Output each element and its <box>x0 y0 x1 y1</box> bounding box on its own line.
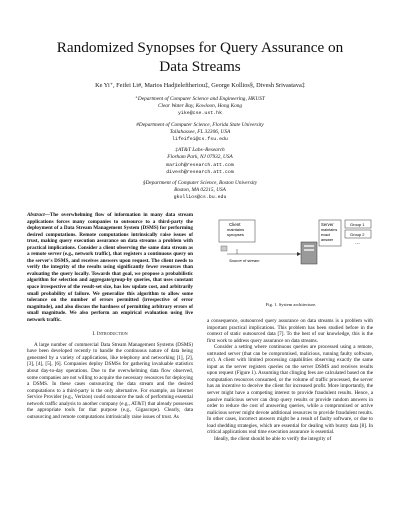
affiliation-address: Clear Water Bay, Kowloon, Hong Kong <box>157 103 243 110</box>
client-sub1: maintains <box>227 227 245 232</box>
system-architecture-figure <box>207 216 375 308</box>
figure-caption: Fig. 1. System architecture. <box>265 302 317 307</box>
affiliation-email: gkollios@cs.bu.edu <box>173 195 227 201</box>
affiliation-label: ‡AT&T Labs–Research <box>175 147 225 154</box>
right-paragraph-3: Ideally, the client should be able to verify the integrity of <box>214 435 332 442</box>
server-label: Server <box>321 222 334 227</box>
affiliation-fsu <box>80 122 320 144</box>
affiliation-hkust <box>80 96 320 118</box>
server-sub1: maintains <box>321 228 338 232</box>
affiliation-label: §Department of Computer Science, Boston University <box>142 180 258 187</box>
right-column <box>207 318 373 442</box>
group-1-label: Group 1 <box>350 222 365 227</box>
left-column <box>27 212 193 420</box>
affiliation-email: marioh@research.att.com <box>166 162 234 168</box>
affiliation-att <box>80 147 320 176</box>
client-label: Client <box>229 222 241 227</box>
affiliation-bu <box>80 180 320 202</box>
affiliation-label: ⁺Department of Computer Science and Engineering, HKUST <box>135 96 265 102</box>
affiliation-address: Tallahassee, FL 32306, USA <box>169 128 231 135</box>
stream-arrow-icon <box>297 252 301 256</box>
client-sub2: synopses <box>227 232 244 237</box>
right-paragraph-1: a consequence, outsourced query assurance on data streams is a problem with important practical implications. This problem has been studied before in the context of static outsourced data [7]. To the best of our knowledge, this is the first work to address query assurance on data streams. <box>207 318 373 344</box>
affiliation-label: #Department of Computer Science, Florida State University <box>136 121 264 128</box>
title-line-1: Randomized Synopses for Query Assurance on <box>56 39 344 56</box>
title-line-2: Data Streams <box>159 58 241 75</box>
server-sub2: exact <box>321 233 331 237</box>
author-list: Ke Yi⁺, Feifei Li#, Marios Hadjieleftheriou‡, George Kollios§, Divesh Srivastava‡ <box>95 82 305 89</box>
client-computer-icon <box>221 246 227 251</box>
affiliation-address: Boston, MA 02215, USA <box>174 187 226 194</box>
intro-paragraph: A large number of commercial Data Stream Management Systems (DSMS) have been developed recently to handle the continuous nature of data being generated by a variety of applications, like telephony and networking [1], [2], [3], [4], [5], [6]. Companies deploy DSMSs for gathering invaluable statistics about day-to-day operations. Due to the overwhelming data flow observed, some companies are not willing to acquire the necessary resources for deploying a DSMS. In these cases outsourcing the data stream and the desired computations to a third-party is the only alternative. For example, an Internet Service Provider (e.g., Verizon) could outsource the task of performing essential network traffic analysis to another company (e.g., AT&T) that already possesses the appropriate tools for that purpose (e.g., Gigascope). Clearly, data outsourcing and remote computations intrinsically raise issues of trust. As <box>27 341 193 420</box>
affiliation-address: Florham Park, NJ 07932, USA <box>167 154 233 161</box>
affiliation-email-2: divesh@research.att.com <box>166 169 234 175</box>
right-paragraph-2: Consider a setting where continuous queries are processed using a remote, untrusted server (that can be compromised, malicious, running faulty software, etc). A client with limited processing capabilities observing exactly the same input as the server registers queries on the server DSMS and receives results upon request (Figure 1). Assuming that clinging fees are calculated based on the computation resources consumed, or the volume of traffic processed, the server has an incentive to deceive the client for increased profit. More importantly, the server might have a competing interest to provide fraudulent results. Hence, a passive malicious server can drop query results or provide random answers in order to reduce the cost of answering queries, while a compromised or active malicious server might devote additional resources to provide fraudulent results. In other cases, incorrect answers might be a result of faulty software, or due to load shedding strategies, which are essential for dealing with bursty data [8]. In critical applications real time execution assurance is essential. <box>207 344 373 436</box>
affiliation-email: yike@cse.ust.hk <box>177 111 223 117</box>
server-sub3: answer <box>321 238 334 242</box>
section-heading-introduction: I. Introduction <box>92 331 128 338</box>
abstract-label: Abstract— <box>27 212 50 218</box>
group-2-label: Group 2 <box>350 232 365 237</box>
affiliation-email: lifeifei@cs.fsu.edu <box>172 137 228 143</box>
abstract-body: The overwhelming flow of information in many data stream applications forces many companies to outsource to a third-party the deployment of a Data Stream Management System (DSMS) for performing desired computations. Remote computations intrinsically raise issues of trust, making query execution assurance on data streams a problem with practical implications. Consider a client observing the same data stream as a remote server (e.g., network traffic), that registers a continuous query on the server's DSMS, and receives answers upon request. The client needs to verify the integrity of the results using significantly fewer resources than evaluating the query locally. Towards that goal, we propose a probabilistic algorithm for selection and aggregate/group-by queries, that uses constant space irrespective of the result-set size, has low update cost, and arbitrarily small probability of failure. We generalize this algorithm to allow some tolerance on the number of errors permitted (irrespective of error magnitude), and also discuss the hardness of permitting arbitrary errors of small magnitude. We also perform an empirical evaluation using live network traffic. <box>27 212 193 323</box>
group-ellipsis: … <box>355 240 360 246</box>
server-slot <box>304 249 314 251</box>
affiliations <box>80 96 320 206</box>
abstract <box>27 212 193 323</box>
source-label: Source of stream <box>229 258 260 263</box>
paper-title <box>30 38 370 76</box>
server-slot <box>304 245 314 247</box>
